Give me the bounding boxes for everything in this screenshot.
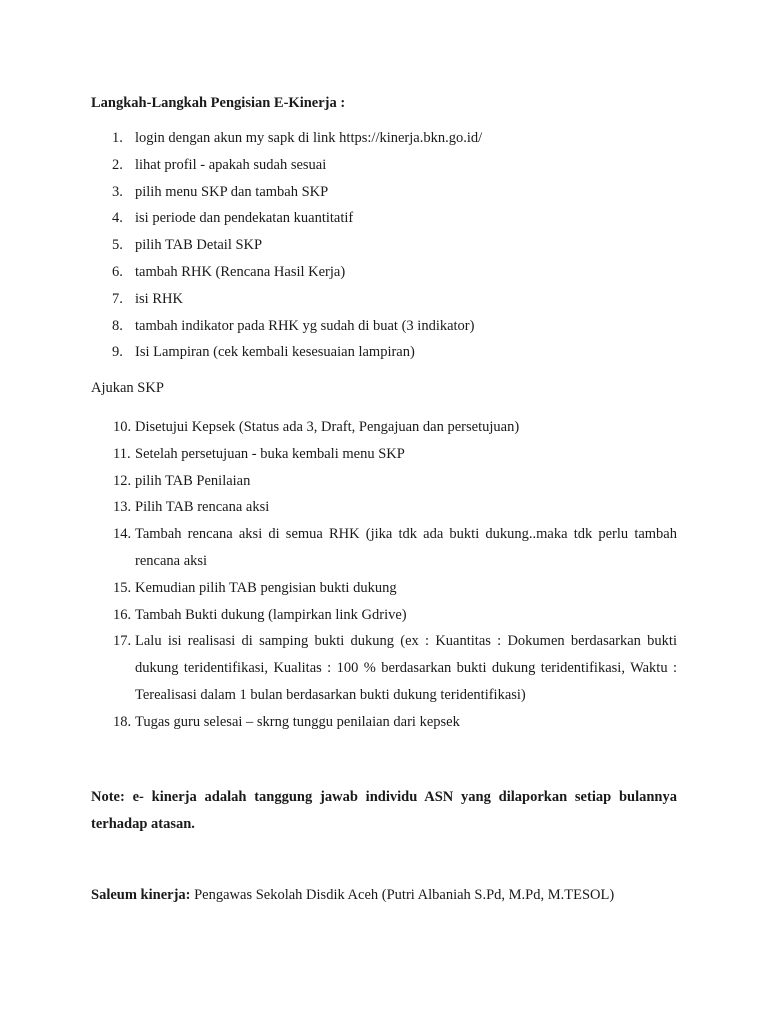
- list-item: [0, 232, 768, 259]
- list-item-number: 4.: [112, 210, 123, 227]
- list-item-number: 2.: [112, 156, 123, 173]
- list-item-number: 12.: [113, 472, 132, 489]
- list-item-number: 8.: [112, 317, 123, 334]
- list-item-text: tambah RHK (Rencana Hasil Kerja): [135, 263, 346, 280]
- list-item: [0, 179, 768, 206]
- list-item-text: Pilih TAB rencana aksi: [135, 499, 270, 516]
- list-item-number: 7.: [112, 290, 123, 307]
- steps-list-part1: [0, 125, 768, 366]
- list-item-text: Tambah rencana aksi di semua RHK (jika tdk ada bukti dukung..maka tdk perlu tambah rencana aksi: [135, 526, 677, 569]
- signature-line: [91, 887, 614, 904]
- list-item-number: 9.: [112, 344, 123, 361]
- section-label-ajukan-skp: Ajukan SKP: [91, 380, 164, 396]
- list-item-number: 15.: [113, 579, 132, 596]
- list-item-text: lihat profil - apakah sudah sesuai: [135, 156, 327, 173]
- list-item-number: 18.: [113, 713, 132, 730]
- signature-text: Pengawas Sekolah Disdik Aceh (Putri Albaniah S.Pd, M.Pd, M.TESOL): [190, 887, 615, 903]
- list-item: [0, 602, 768, 629]
- note-paragraph: Note: e- kinerja adalah tanggung jawab individu ASN yang dilaporkan setiap bulannya terhadap atasan.: [91, 789, 677, 832]
- list-item: [0, 468, 768, 495]
- list-item-text: Disetujui Kepsek (Status ada 3, Draft, Pengajuan dan persetujuan): [135, 419, 520, 435]
- list-item: [0, 441, 768, 468]
- list-item: [0, 709, 768, 736]
- signature-label: Saleum kinerja:: [91, 887, 191, 903]
- list-item-text: Tugas guru selesai – skrng tunggu penilaian dari kepsek: [135, 713, 460, 730]
- document-heading: Langkah-Langkah Pengisian E-Kinerja :: [91, 95, 346, 111]
- steps-list-part2: [0, 414, 768, 736]
- list-item-text: pilih TAB Detail SKP: [135, 237, 263, 254]
- list-item-text: pilih TAB Penilaian: [135, 472, 251, 489]
- list-item-text: login dengan akun my sapk di link https://kinerja.bkn.go.id/: [135, 130, 483, 146]
- list-item: [0, 521, 768, 575]
- list-item: [0, 414, 768, 441]
- list-item-text: Isi Lampiran (cek kembali kesesuaian lampiran): [135, 344, 415, 361]
- list-item-text: tambah indikator pada RHK yg sudah di buat (3 indikator): [135, 317, 475, 334]
- list-item: [0, 575, 768, 602]
- list-item-number: 5.: [112, 237, 123, 254]
- list-item: [0, 313, 768, 340]
- list-item-number: 1.: [112, 130, 123, 146]
- list-item-number: 14.: [113, 526, 132, 543]
- list-item-number: 16.: [113, 606, 132, 623]
- list-item-text: Setelah persetujuan - buka kembali menu SKP: [135, 445, 405, 462]
- list-item-text: Tambah Bukti dukung (lampirkan link Gdrive): [135, 606, 407, 623]
- list-item: [0, 494, 768, 521]
- list-item-number: 11.: [113, 445, 131, 462]
- list-item: [0, 205, 768, 232]
- list-item: [0, 125, 768, 152]
- list-item-text: Lalu isi realisasi di samping bukti dukung (ex : Kuantitas : Dokumen berdasarkan bukti dukung teridentifikasi, Kualitas : 100 % berdasarkan bukti dukung teridentifikasi, Waktu : Terealisasi dalam 1 bulan berdasarkan bukti dukung teridentifikasi): [135, 633, 677, 703]
- list-item-text: pilih menu SKP dan tambah SKP: [135, 183, 329, 200]
- list-item-number: 13.: [113, 499, 132, 516]
- list-item-number: 6.: [112, 263, 123, 280]
- list-item: [0, 259, 768, 286]
- list-item-number: 10.: [113, 419, 132, 435]
- list-item-number: 3.: [112, 183, 123, 200]
- list-item-text: Kemudian pilih TAB pengisian bukti dukung: [135, 579, 397, 596]
- list-item: [0, 286, 768, 313]
- list-item-number: 17.: [113, 633, 132, 650]
- list-item-text: isi periode dan pendekatan kuantitatif: [135, 210, 354, 227]
- list-item: [0, 152, 768, 179]
- list-item: [0, 339, 768, 366]
- list-item-text: isi RHK: [135, 290, 183, 307]
- list-item: [0, 628, 768, 708]
